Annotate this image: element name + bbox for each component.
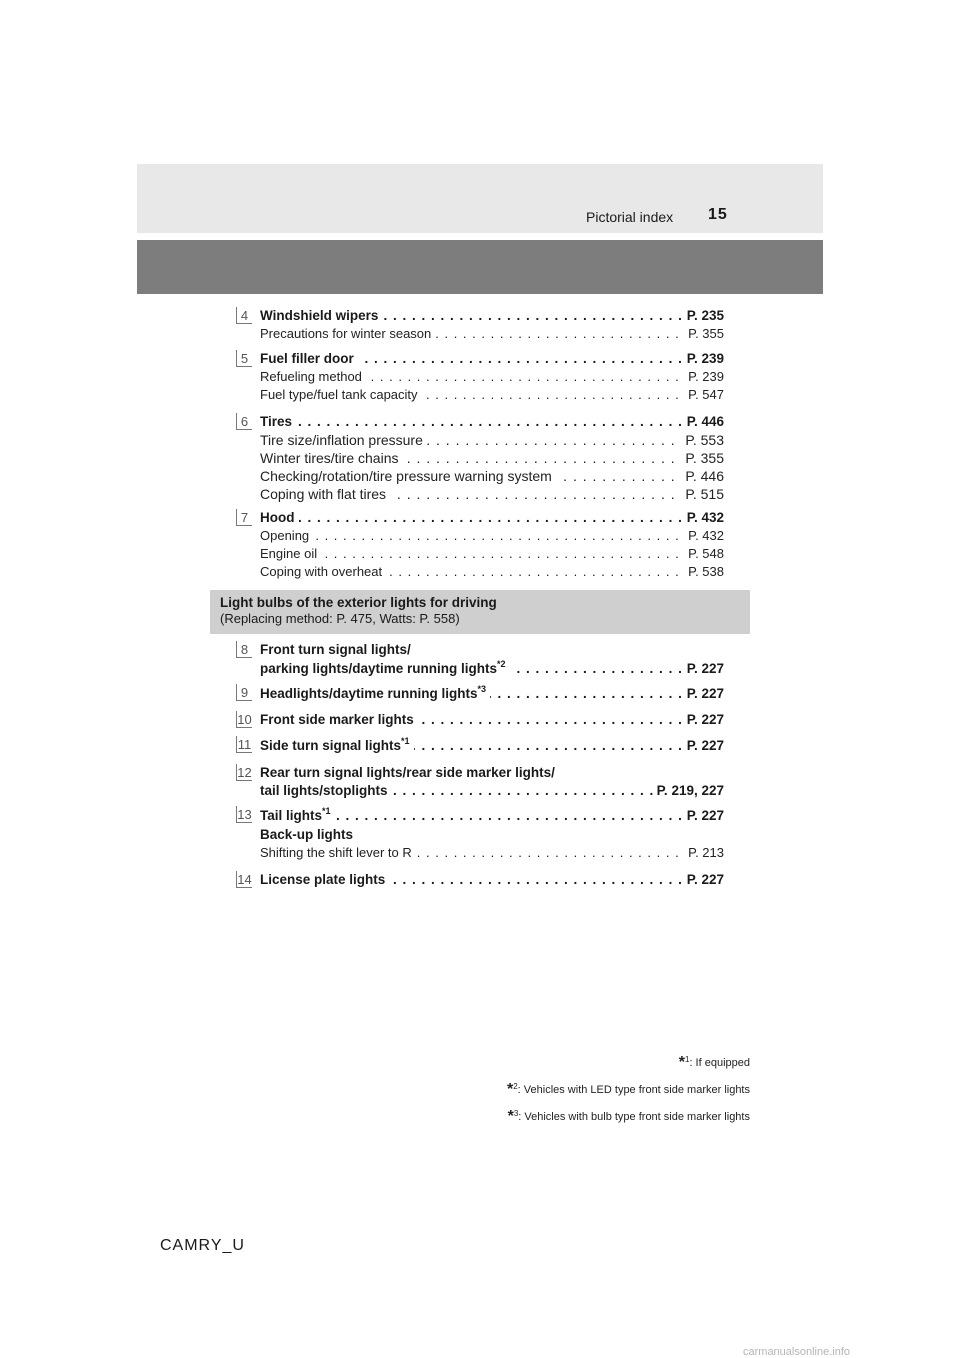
item-number: 6 <box>236 413 252 430</box>
item-number: 9 <box>236 684 252 701</box>
sub-page[interactable]: P. 515 <box>681 485 724 503</box>
index-entry-license-plate <box>236 871 724 889</box>
entry-page[interactable]: P. 446 <box>683 413 724 431</box>
sub-page[interactable]: P. 239 <box>684 368 724 386</box>
footnote-1: *$^1$: If equipped <box>678 1054 750 1071</box>
item-number: 12 <box>237 765 252 780</box>
entry-page[interactable]: P. 227 <box>683 736 724 756</box>
sub-page[interactable]: P. 432 <box>684 527 724 545</box>
sub-page[interactable]: P. 355 <box>681 449 724 467</box>
sub-label: Shifting the shift lever to R <box>260 845 416 860</box>
sub-label: Opening <box>260 528 313 543</box>
sub-page[interactable]: P. 553 <box>681 431 724 449</box>
entry-title: License plate lights <box>260 872 389 887</box>
sub-page[interactable]: P. 355 <box>684 325 724 343</box>
index-entry-tail-lights <box>236 806 724 862</box>
page-number: 15 <box>708 206 728 223</box>
index-entry-windshield-wipers <box>236 307 724 343</box>
sub-label: Engine oil <box>260 546 321 561</box>
index-entry-tires <box>236 413 724 503</box>
sub-page[interactable]: P. 538 <box>684 563 724 581</box>
footnote-2: *$^2$: Vehicles with LED type front side marker lights <box>506 1081 750 1098</box>
item-number: 13 <box>237 807 252 822</box>
sub-page[interactable]: P. 446 <box>681 467 724 485</box>
item-number: 5 <box>236 350 252 367</box>
entry-title: Tail lights <box>260 808 323 823</box>
entry-page[interactable]: P. 227 <box>683 684 724 704</box>
entry-title-line2: tail lights/stoplights <box>260 783 392 798</box>
item-number: 11 <box>237 737 252 752</box>
sub-label: Coping with overheat <box>260 564 386 579</box>
bulbs-section-subtitle: (Replacing method: P. 475, Watts: P. 558) <box>220 611 460 626</box>
sub-label: Precautions for winter season <box>260 326 435 341</box>
index-entry-front-side-marker <box>236 711 724 729</box>
model-code: CAMRY_U <box>160 1237 245 1254</box>
entry-title: Fuel filler door <box>260 351 358 366</box>
index-entry-rear-turn-signal <box>236 764 724 800</box>
footnotes <box>507 1048 750 1129</box>
entry-title: Side turn signal lights <box>260 738 402 753</box>
entry-page[interactable]: P. 432 <box>683 509 724 527</box>
index-entry-front-turn-signal <box>236 641 724 679</box>
entry-title-line1: Front turn signal lights/ <box>260 642 415 657</box>
entry-title: Hood <box>260 510 299 525</box>
sub-page[interactable]: P. 548 <box>684 545 724 563</box>
footnote-ref: *2 <box>497 659 506 669</box>
item-number: 10 <box>237 712 252 727</box>
sub-label: Winter tires/tire chains <box>260 450 402 466</box>
sub-page[interactable]: P. 547 <box>684 386 724 404</box>
entry-page[interactable]: P. 227 <box>683 659 724 679</box>
footnote-ref: *3 <box>477 684 487 694</box>
sub-page[interactable]: P. 213 <box>684 844 724 862</box>
index-entry-side-turn-signal <box>236 736 724 756</box>
entry-title: Headlights/daytime running lights <box>260 686 478 701</box>
item-number: 7 <box>236 509 252 526</box>
footnote-ref: *1 <box>322 806 331 816</box>
sub-label: Coping with flat tires <box>260 486 390 502</box>
entry-page[interactable]: P. 227 <box>683 711 724 729</box>
bulbs-section-title: Light bulbs of the exterior lights for driving <box>220 595 497 610</box>
index-entry-fuel-filler-door <box>236 350 724 404</box>
section-title: Pictorial index <box>586 209 674 225</box>
entry-page[interactable]: P. 227 <box>683 871 724 889</box>
index-entry-hood <box>236 509 724 581</box>
entry-title-line1: Rear turn signal lights/rear side marker lights/ <box>260 765 559 780</box>
footnote-ref: *1 <box>401 736 410 746</box>
entry-page[interactable]: P. 239 <box>683 350 724 368</box>
entry-page[interactable]: P. 235 <box>683 307 724 325</box>
item-number: 14 <box>237 872 252 887</box>
entry-title: Windshield wipers <box>260 308 382 323</box>
entry-title-line2: parking lights/daytime running lights <box>260 661 498 676</box>
watermark: carmanualsonline.info <box>743 1346 851 1358</box>
entry-page[interactable]: P. 219, 227 <box>653 782 724 800</box>
footnote-3: *$^3$: Vehicles with bulb type front side marker lights <box>507 1108 750 1125</box>
entry-extra-title: Back-up lights <box>260 827 357 842</box>
sub-label: Fuel type/fuel tank capacity <box>260 387 422 402</box>
entry-title: Tires <box>260 414 296 429</box>
index-entry-headlights <box>236 684 724 704</box>
sub-label: Tire size/inflation pressure <box>260 432 427 448</box>
item-number: 8 <box>236 641 252 658</box>
sub-label: Checking/rotation/tire pressure warning system <box>260 468 556 484</box>
bulbs-section-header <box>210 590 750 634</box>
illustration-band <box>137 240 823 294</box>
entry-title: Front side marker lights <box>260 712 418 727</box>
entry-page[interactable]: P. 227 <box>683 806 724 826</box>
item-number: 4 <box>236 307 252 324</box>
sub-label: Refueling method <box>260 369 366 384</box>
